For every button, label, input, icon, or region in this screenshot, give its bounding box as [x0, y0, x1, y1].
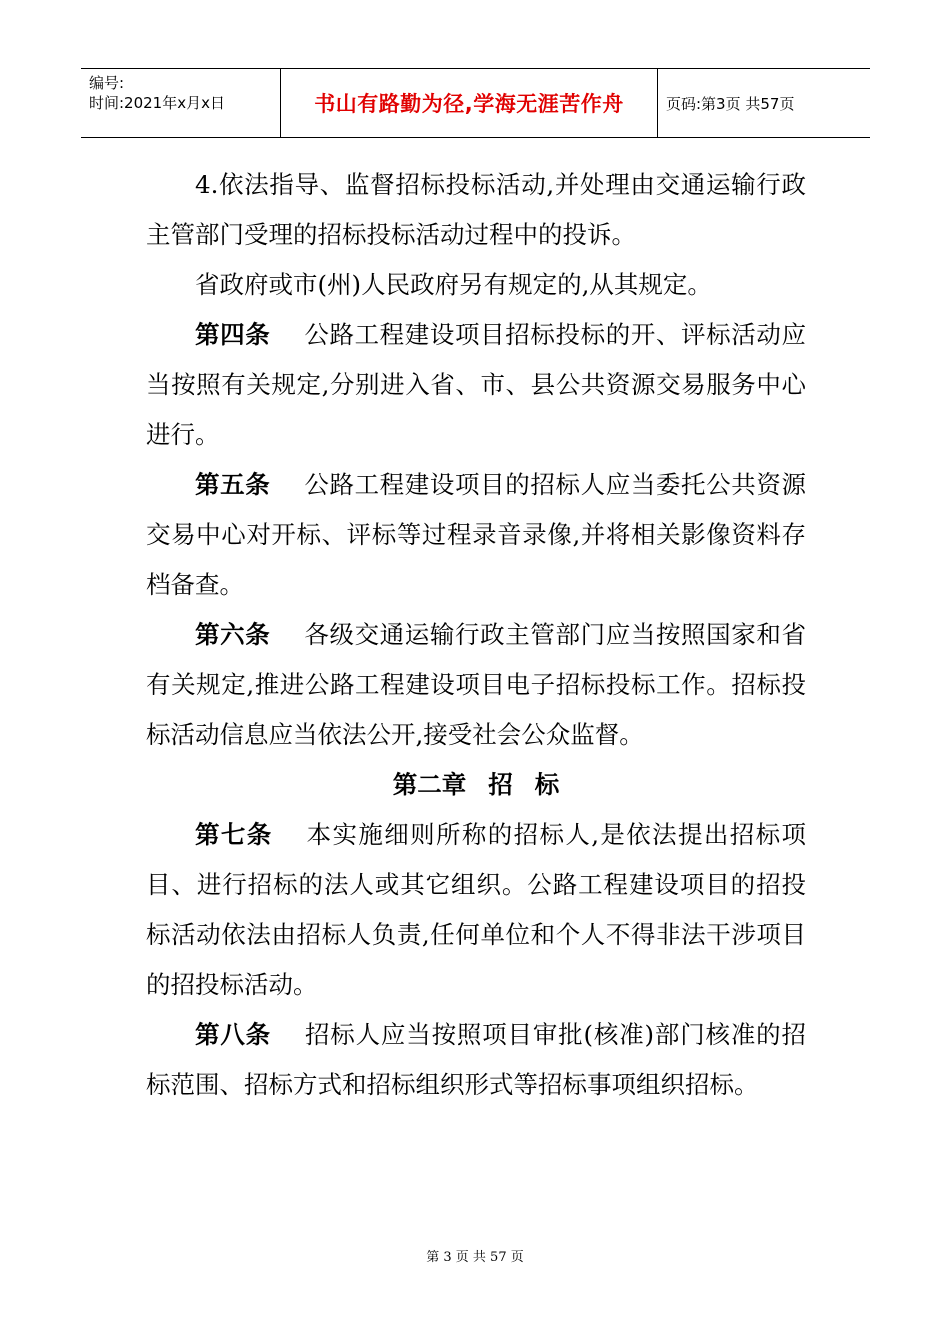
chapter-title-char-2: 标: [534, 770, 560, 799]
article-7-number: 第七条: [195, 820, 273, 849]
header-page-code: 页码:第3页 共57页: [666, 94, 795, 113]
paragraph-provincial-rule: 省政府或市(州)人民政府另有规定的,从其规定。: [195, 270, 712, 299]
header-motto: 书山有路勤为径,学海无涯苦作舟: [281, 69, 658, 137]
chapter-heading: [146, 760, 806, 810]
document-body: [146, 160, 806, 1110]
article-8-text: 招标人应当按照项目审批(核准)部门核准的招标范围、招标方式和招标组织形式等招标事项组织招标。: [146, 1020, 806, 1099]
paragraph-item-4: 4.依法指导、监督招标投标活动,并处理由交通运输行政主管部门受理的招标投标活动过程中的投诉。: [146, 170, 806, 249]
article-8: [146, 1010, 806, 1110]
document-number-label: 编号:: [89, 74, 125, 92]
article-7-text: 本实施细则所称的招标人,是依法提出招标项目、进行招标的法人或其它组织。公路工程建设项目的招投标活动依法由招标人负责,任何单位和个人不得非法干涉项目的招投标活动。: [146, 820, 806, 999]
article-7: [146, 810, 806, 1010]
document-time-label: 时间:2021年x月x日: [89, 94, 225, 112]
article-4-number: 第四条: [195, 320, 271, 349]
article-6: [146, 610, 806, 760]
header-meta: [81, 69, 281, 137]
article-4-text: 公路工程建设项目招标投标的开、评标活动应当按照有关规定,分别进入省、市、县公共资源交易服务中心进行。: [146, 320, 807, 449]
page-header: [81, 68, 870, 138]
article-5-text: 公路工程建设项目的招标人应当委托公共资源交易中心对开标、评标等过程录音录像,并将相关影像资料存档备查。: [146, 470, 807, 599]
chapter-number: 第二章: [392, 770, 467, 799]
article-4: [146, 310, 806, 460]
chapter-title-char-1: 招: [488, 770, 513, 799]
article-6-text: 各级交通运输行政主管部门应当按照国家和省有关规定,推进公路工程建设项目电子招标投标工作。招标投标活动信息应当依法公开,接受社会公众监督。: [146, 620, 807, 749]
article-5: [146, 460, 806, 610]
page-footer: 第 3 页 共 57 页: [426, 1250, 524, 1265]
article-5-number: 第五条: [195, 470, 271, 499]
article-8-number: 第八条: [195, 1020, 271, 1049]
article-6-number: 第六条: [195, 620, 271, 649]
